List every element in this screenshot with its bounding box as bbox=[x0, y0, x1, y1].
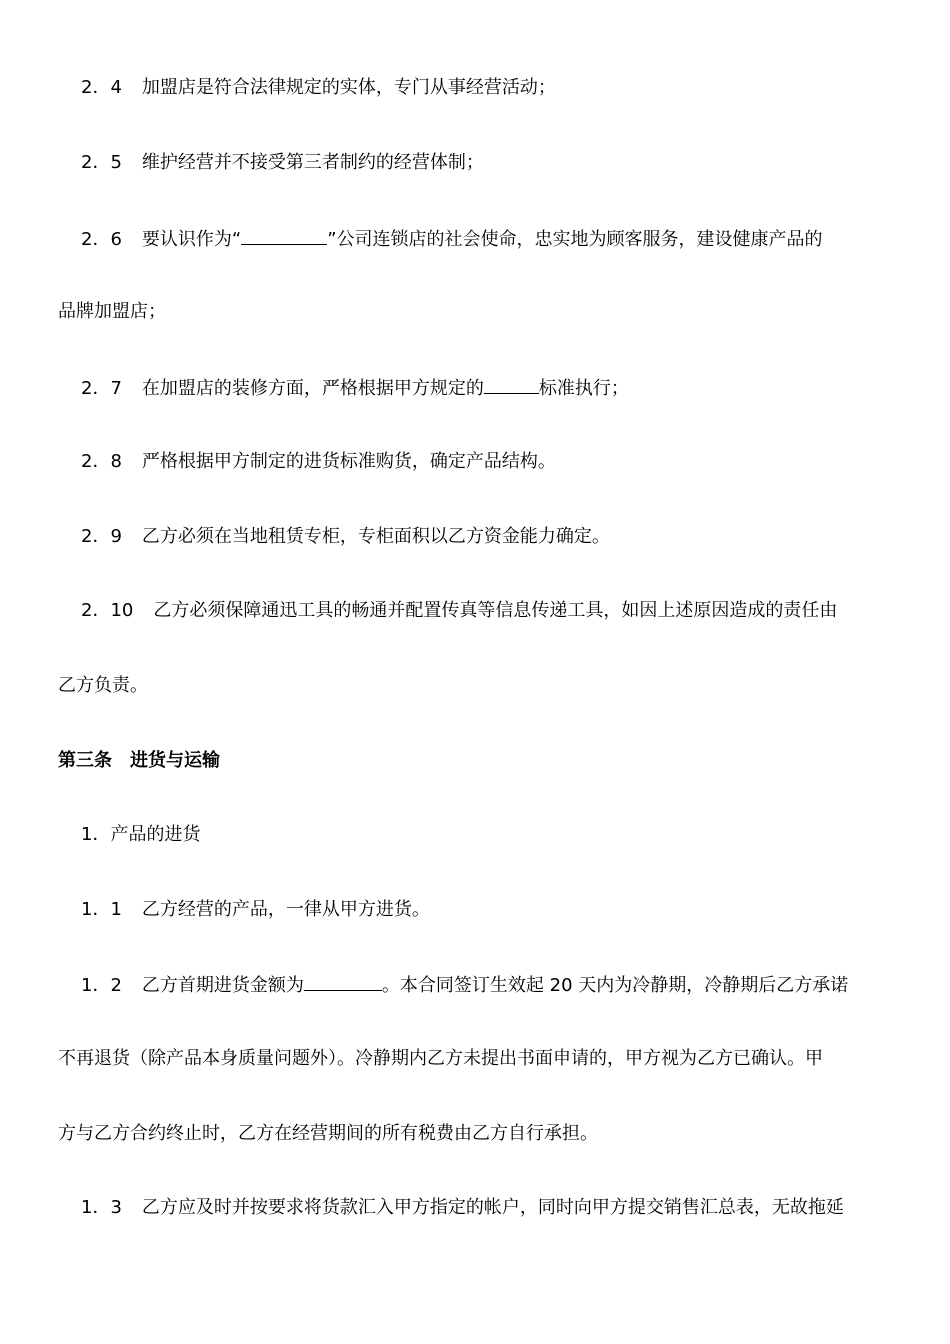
clause-number: 2．6 bbox=[81, 229, 122, 250]
clause-text-after: ”公司连锁店的社会使命，忠实地为顾客服务，建设健康产品的 bbox=[327, 229, 823, 250]
clause-text: 维护经营并不接受第三者制约的经营体制； bbox=[141, 152, 484, 173]
clause-number: 1．2 bbox=[81, 975, 122, 996]
clause-2-8 bbox=[0, 450, 950, 474]
section-title: 第三条 进货与运输 bbox=[58, 750, 220, 771]
clause-2-5 bbox=[0, 151, 950, 175]
clause-text: 加盟店是符合法律规定的实体，专门从事经营活动； bbox=[141, 77, 556, 98]
clause-2-10-continuation bbox=[0, 674, 950, 698]
clause-2-9 bbox=[0, 525, 950, 549]
clause-number: 2．9 bbox=[81, 526, 122, 547]
clause-text-after: 。本合同签订生效起 20 天内为冷静期，冷静期后乙方承诺 bbox=[381, 975, 849, 996]
clause-1-2-continuation-2 bbox=[0, 1122, 950, 1146]
company-name-blank bbox=[241, 226, 327, 245]
clause-text: 乙方必须保障通迅工具的畅通并配置传真等信息传递工具，如因上述原因造成的责任由 bbox=[153, 600, 838, 621]
clause-1-2-continuation-1 bbox=[0, 1047, 950, 1071]
clause-text-after: 标准执行； bbox=[538, 378, 629, 399]
clause-2-10 bbox=[0, 599, 950, 623]
section-heading bbox=[0, 749, 950, 773]
clause-number: 2．5 bbox=[81, 152, 122, 173]
clause-text: 乙方经营的产品，一律从甲方进货。 bbox=[141, 899, 430, 920]
clause-text: 乙方负责。 bbox=[58, 675, 148, 696]
clause-1-1 bbox=[0, 898, 950, 922]
clause-2-6 bbox=[0, 226, 950, 252]
clause-text: 乙方必须在当地租赁专柜，专柜面积以乙方资金能力确定。 bbox=[141, 526, 610, 547]
clause-number: 1． bbox=[81, 824, 111, 845]
clause-2-7 bbox=[0, 375, 950, 401]
clause-1-2 bbox=[0, 972, 950, 998]
clause-2-4 bbox=[0, 76, 950, 100]
clause-text-before: 乙方首期进货金额为 bbox=[141, 975, 304, 996]
clause-text: 严格根据甲方制定的进货标准购货，确定产品结构。 bbox=[141, 451, 556, 472]
clause-text-before: 在加盟店的装修方面，严格根据甲方规定的 bbox=[141, 378, 484, 399]
clause-number: 1．3 bbox=[81, 1197, 122, 1218]
clause-text-before: 要认识作为“ bbox=[141, 229, 242, 250]
clause-text: 乙方应及时并按要求将货款汇入甲方指定的帐户，同时向甲方提交销售汇总表，无故拖延 bbox=[141, 1197, 844, 1218]
clause-number: 2．10 bbox=[81, 600, 134, 621]
clause-number: 1．1 bbox=[81, 899, 122, 920]
clause-text: 产品的进货 bbox=[110, 824, 201, 845]
clause-text: 方与乙方合约终止时，乙方在经营期间的所有税费由乙方自行承担。 bbox=[58, 1123, 598, 1144]
clause-number: 2．8 bbox=[81, 451, 122, 472]
clause-1 bbox=[0, 823, 950, 847]
standard-blank bbox=[484, 375, 539, 394]
clause-text: 品牌加盟店； bbox=[58, 301, 166, 322]
clause-1-3 bbox=[0, 1196, 950, 1220]
clause-2-6-continuation bbox=[0, 300, 950, 324]
amount-blank bbox=[304, 972, 382, 991]
clause-number: 2．4 bbox=[81, 77, 122, 98]
clause-number: 2．7 bbox=[81, 378, 122, 399]
clause-text: 不再退货（除产品本身质量问题外）。冷静期内乙方未提出书面申请的，甲方视为乙方已确认。甲 bbox=[58, 1048, 823, 1069]
